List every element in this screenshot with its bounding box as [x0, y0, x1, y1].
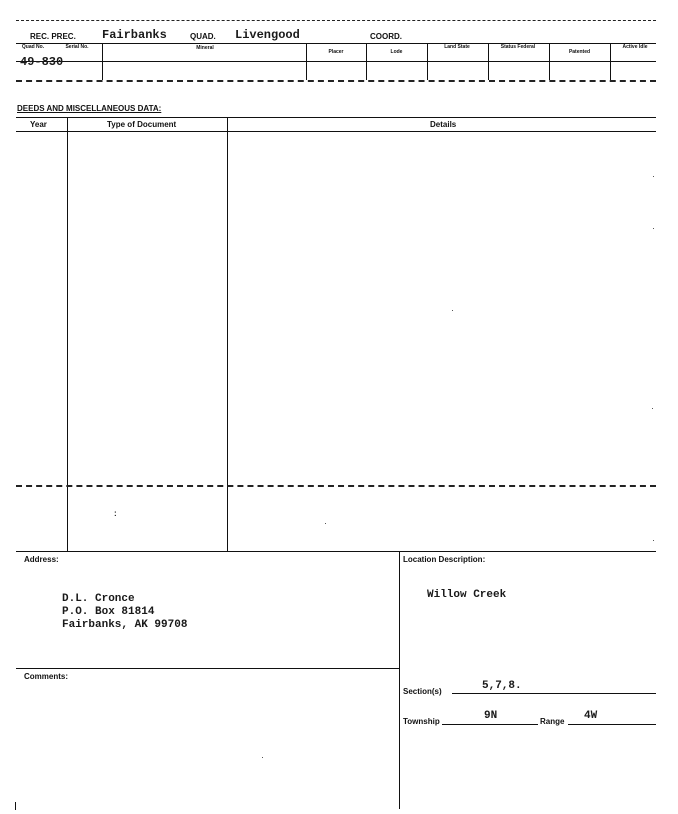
col-serial-no: Serial No. — [65, 44, 89, 50]
claim-col-sep-2 — [306, 43, 307, 80]
range-value: 4W — [584, 710, 598, 722]
rec-prec-label: REC. PREC. — [30, 32, 76, 41]
claim-col-sep-5 — [488, 43, 489, 80]
col-land-state: Land State — [444, 44, 470, 50]
col-year: Year — [30, 120, 47, 129]
quad-value: Livengood — [235, 28, 300, 42]
location-description-label: Location Description: — [403, 555, 486, 564]
claim-col-sep-6 — [549, 43, 550, 80]
township-underline — [442, 724, 538, 725]
scan-speck — [325, 523, 326, 524]
claim-col-sep-7 — [610, 43, 611, 80]
address-line-1: D.L. Cronce — [62, 593, 135, 605]
section-underline — [452, 693, 656, 694]
coord-label: COORD. — [370, 32, 402, 41]
top-dashed-rule — [16, 20, 656, 21]
margin-tick — [15, 802, 16, 810]
col-mineral: Mineral — [196, 45, 214, 51]
col-details: Details — [430, 120, 457, 129]
address-label: Address: — [24, 555, 59, 564]
address-bottom-rule — [16, 668, 399, 669]
col-status-federal: Status Federal — [500, 44, 536, 50]
scan-speck — [653, 228, 654, 229]
col-lode: Lode — [390, 49, 403, 55]
section-value: 5,7,8. — [482, 680, 522, 692]
col-patented: Patented — [568, 49, 591, 55]
deeds-top-rule — [16, 117, 656, 118]
deeds-section-title: DEEDS AND MISCELLANEOUS DATA: — [17, 104, 162, 113]
township-label: Township — [403, 717, 440, 726]
deeds-dashed-rule — [16, 485, 656, 487]
col-placer: Placer — [328, 49, 344, 55]
quad-label: QUAD. — [190, 32, 216, 41]
claim-table-bottom-dashed — [16, 80, 656, 82]
claim-table-mid-rule — [16, 61, 656, 62]
scan-speck — [653, 176, 654, 177]
col-active-idle: Active Idle — [622, 44, 648, 50]
quad-number-value: 49-830 — [20, 55, 64, 69]
bottom-top-rule — [16, 551, 656, 552]
type-mark: : — [114, 509, 117, 518]
bottom-divider — [399, 551, 400, 809]
range-underline — [568, 724, 656, 725]
claim-col-sep-3 — [366, 43, 367, 80]
claim-col-sep-1 — [102, 43, 103, 80]
rec-prec-value: Fairbanks — [102, 28, 167, 42]
claim-col-sep-4 — [427, 43, 428, 80]
scan-speck — [452, 310, 453, 311]
col-quad-no: Quad No. — [21, 44, 45, 50]
range-label: Range — [540, 717, 565, 726]
location-description-value: Willow Creek — [427, 589, 507, 601]
claim-table-top-rule — [16, 43, 656, 44]
deeds-header-rule — [16, 131, 656, 132]
comments-label: Comments: — [24, 672, 69, 681]
scan-speck — [652, 408, 653, 409]
scan-speck — [262, 757, 263, 758]
col-type-of-document: Type of Document — [107, 120, 177, 129]
scan-speck — [653, 540, 654, 541]
address-line-3: Fairbanks, AK 99708 — [62, 619, 188, 631]
township-value: 9N — [484, 710, 498, 722]
section-label: Section(s) — [403, 687, 442, 696]
address-line-2: P.O. Box 81814 — [62, 606, 155, 618]
